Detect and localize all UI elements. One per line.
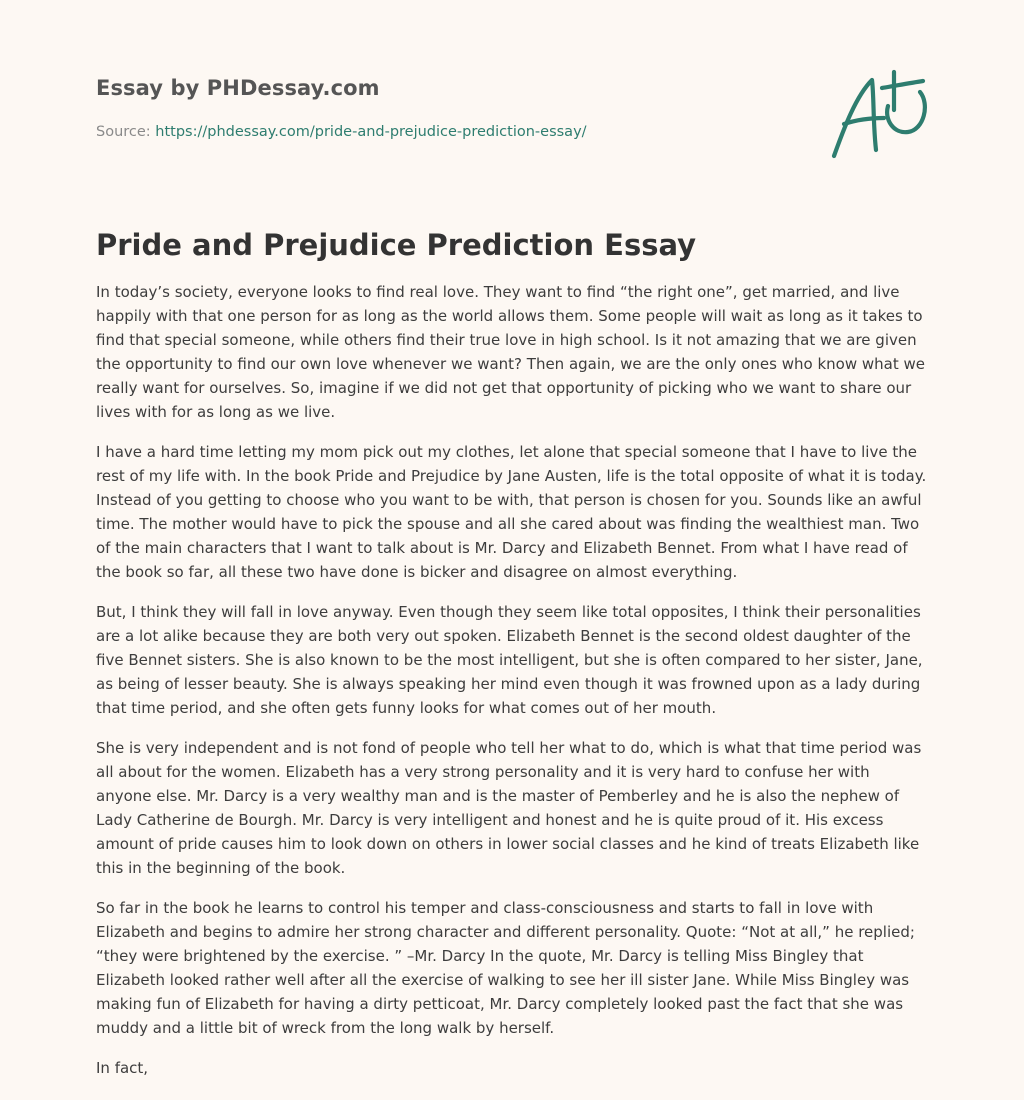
page-header	[96, 0, 928, 200]
essay-paragraph: She is very independent and is not fond of people who tell her what to do, which is what that time period was all about for the women. Elizabeth has a very strong personality and it is very hard to confuse her with anyone else. Mr. Darcy is a very wealthy man and is the master of Pemberley and he is also the nephew of Lady Catherine de Bourgh. Mr. Darcy is very intelligent and honest and he is quite proud of it. His excess amount of pride causes him to look down on others in lower social classes and he kind of treats Elizabeth like this in the beginning of the book.	[96, 739, 922, 877]
essay-paragraph: But, I think they will fall in love anyway. Even though they seem like total opposites, I think their personalities are a lot alike because they are both very out spoken. Elizabeth Bennet is the second oldest daughter of the five Bennet sisters. She is also known to be the most intelligent, but she is often compared to her sister, Jane, as being of lesser beauty. She is always speaking her mind even though it was frowned upon as a lady during that time period, and she often gets funny looks for what comes out of her mouth.	[96, 603, 923, 717]
source-line	[96, 124, 587, 140]
source-label: Source:	[96, 124, 156, 140]
essay-paragraph: In fact,	[96, 1059, 149, 1077]
site-title: Essay by PHDessay.com	[96, 76, 380, 100]
a-plus-logo-icon	[826, 66, 932, 164]
source-link[interactable]: https://phdessay.com/pride-and-prejudice-prediction-essay/	[155, 124, 587, 140]
essay-paragraph: I have a hard time letting my mom pick out my clothes, let alone that special someone that I have to live the rest of my life with. In the book Pride and Prejudice by Jane Austen, life is the total opposite of what it is today. Instead of you getting to choose who you want to be with, that person is chosen for you. Sounds like an awful time. The mother would have to pick the spouse and all she cared about was finding the wealthiest man. Two of the main characters that I want to talk about is Mr. Darcy and Elizabeth Bennet. From what I have read of the book so far, all these two have done is bicker and disagree on almost everything.	[96, 443, 927, 581]
essay-title: Pride and Prejudice Prediction Essay	[96, 228, 697, 262]
essay-body	[96, 280, 928, 1080]
essay-paragraph: In today’s society, everyone looks to find real love. They want to find “the right one”, get married, and live happily with that one person for as long as the world allows them. Some people will wait as long as it takes to find that special someone, while others find their true love in high school. Is it not amazing that we are given the opportunity to find our own love whenever we want? Then again, we are the only ones who know what we really want for ourselves. So, imagine if we did not get that opportunity of picking who we want to share our lives with for as long as we live.	[96, 283, 925, 421]
essay-paragraph: So far in the book he learns to control his temper and class-consciousness and starts to fall in love with Elizabeth and begins to admire her strong character and different personality. Quote: “Not at all,” he replied; “they were brightened by the exercise. ” –Mr. Darcy In the quote, Mr. Darcy is telling Miss Bingley that Elizabeth looked rather well after all the exercise of walking to see her ill sister Jane. While Miss Bingley was making fun of Elizabeth for having a dirty petticoat, Mr. Darcy completely looked past the fact that she was muddy and a little bit of wreck from the long walk by herself.	[96, 899, 915, 1037]
